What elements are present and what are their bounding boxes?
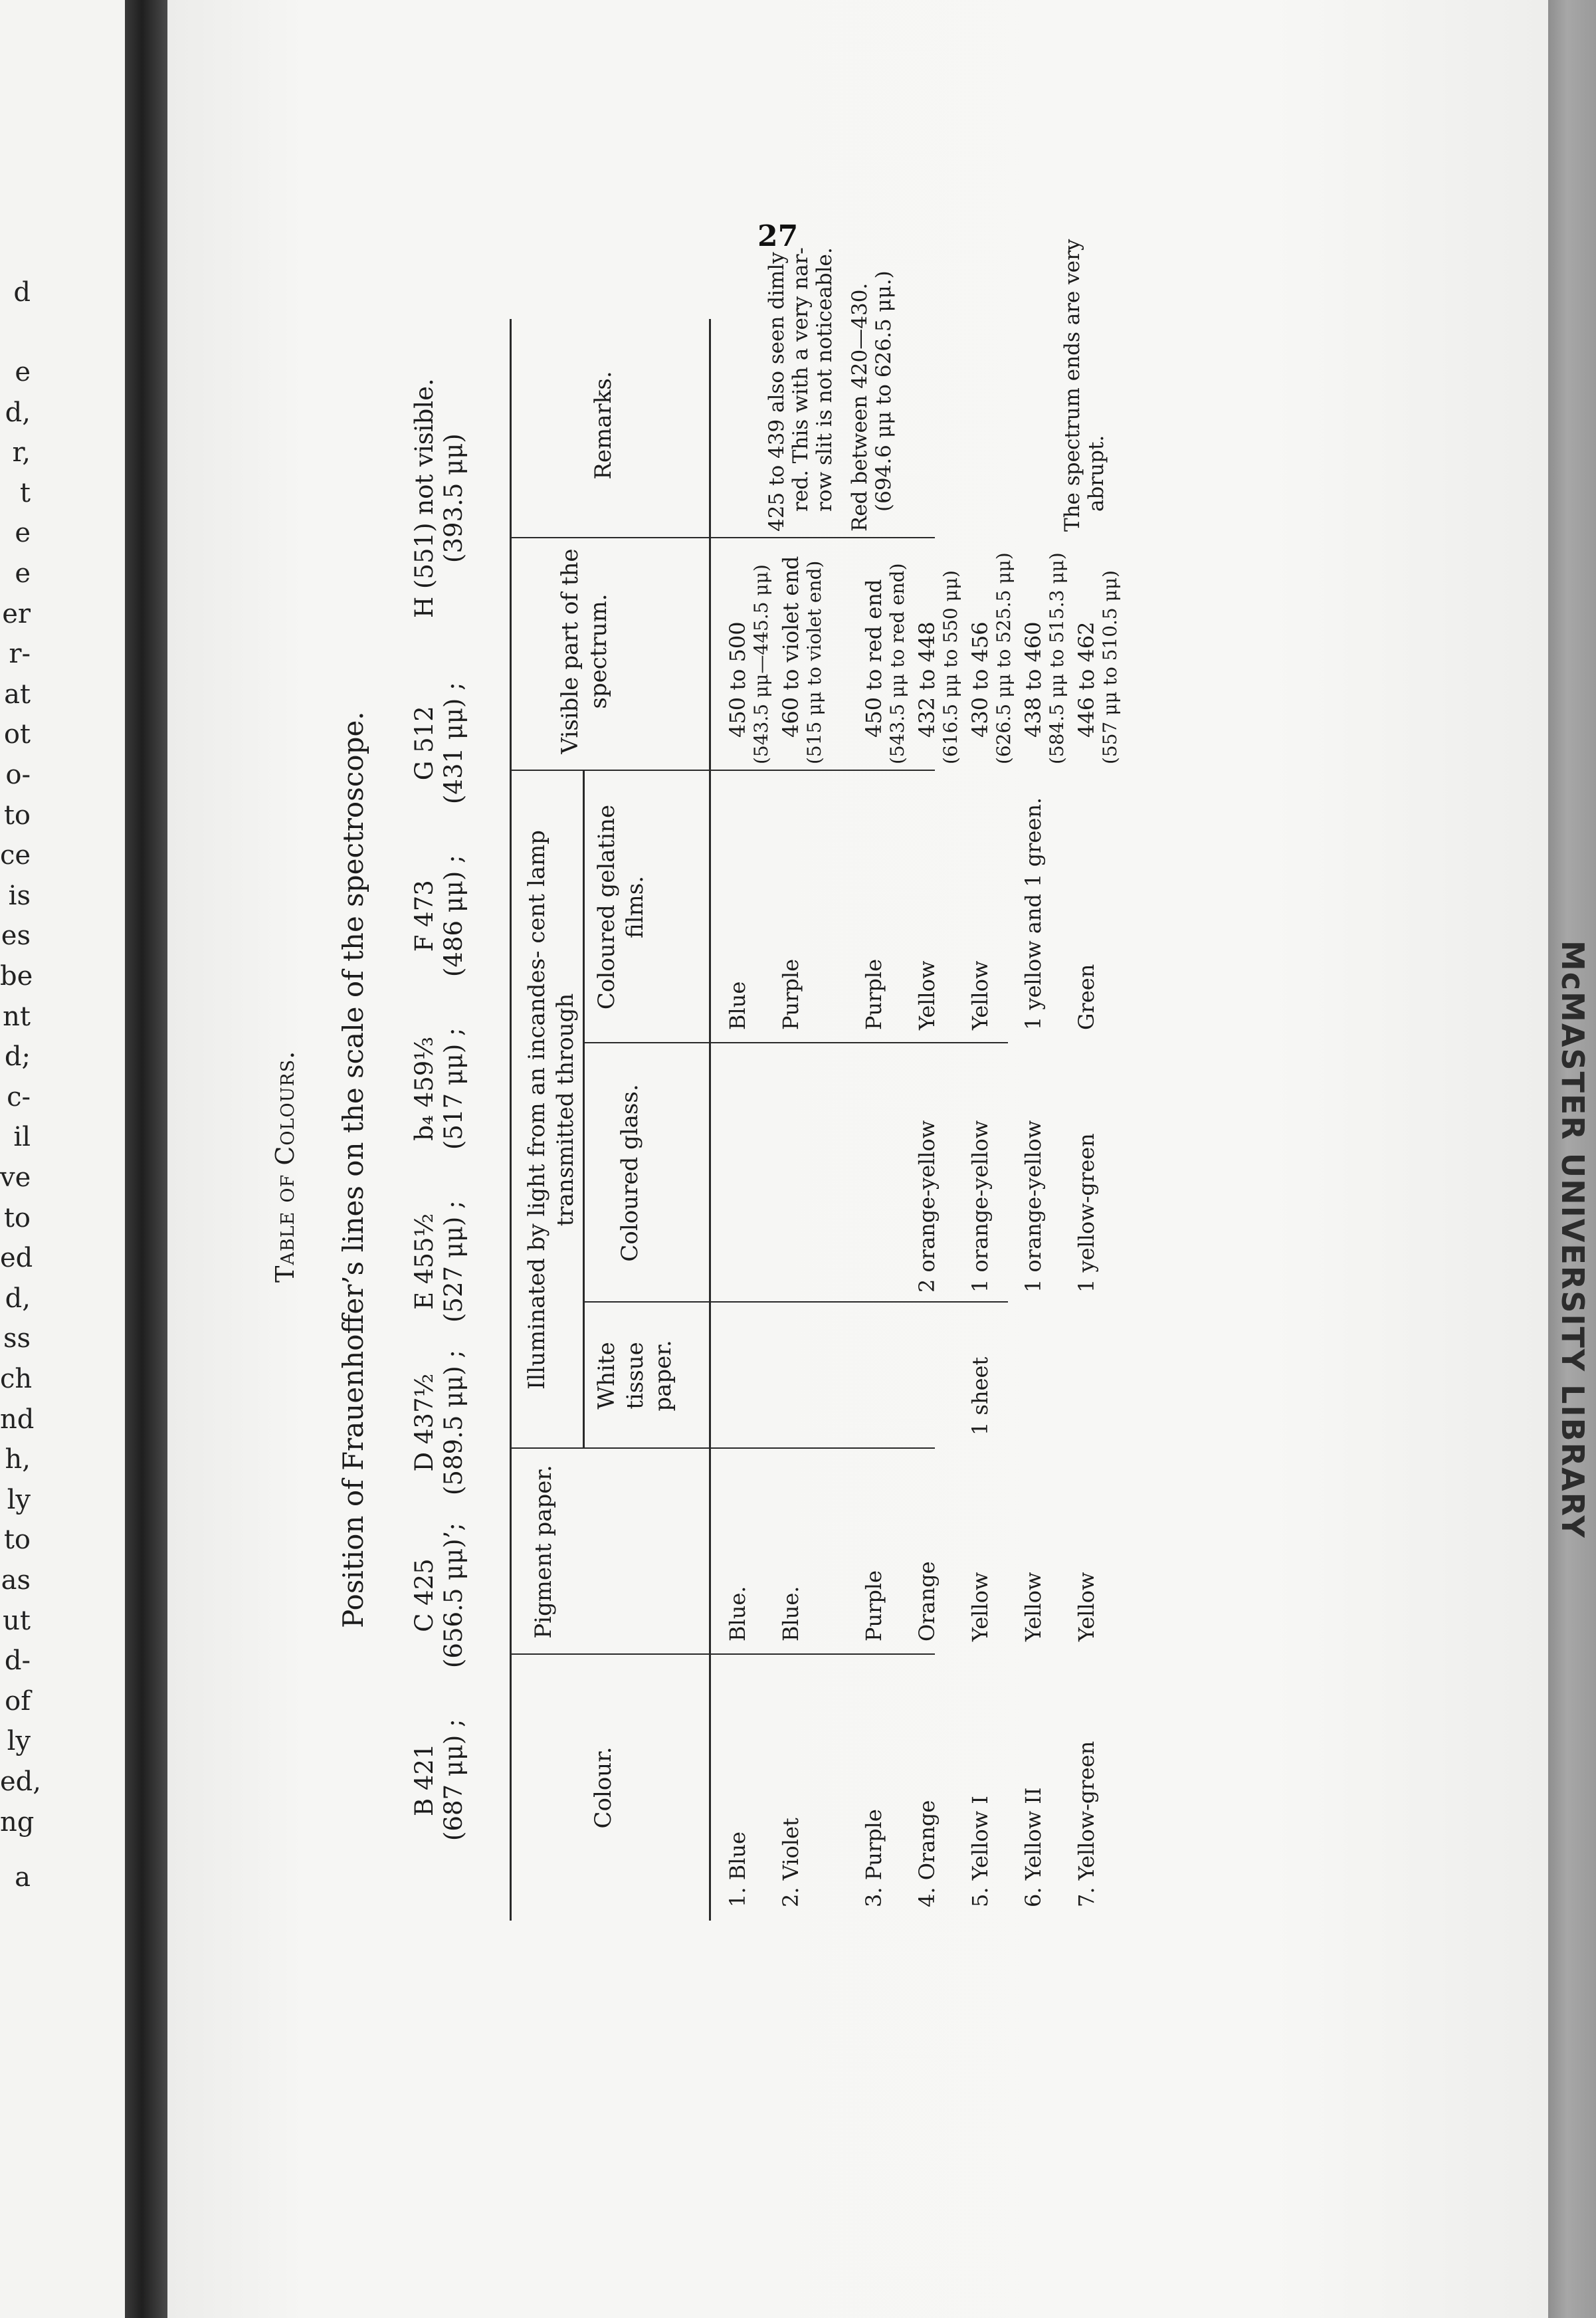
left-fragment: ly <box>7 1726 31 1757</box>
left-fragment: ot <box>3 719 31 750</box>
cell-gelatine: Purple <box>861 958 886 1030</box>
left-fragment: il <box>13 1122 31 1153</box>
fraunhofer-line <box>410 682 469 804</box>
left-fragment: ss <box>3 1323 31 1354</box>
fraunhofer-line <box>410 1350 469 1495</box>
cell-pigment: Yellow <box>1074 1572 1099 1641</box>
fraunhofer-line-wavelength: (687 μμ) ; <box>439 1719 468 1841</box>
cell-visible: (626.5 μμ to 525.5 μμ) <box>993 552 1015 764</box>
left-fragment: d <box>13 277 31 308</box>
left-fragment: c- <box>7 1081 31 1112</box>
cell-gelatine: Green <box>1074 964 1099 1030</box>
left-fragment: d, <box>5 1283 31 1314</box>
left-fragment: nt <box>3 1001 31 1032</box>
cell-glass: 1 yellow-green <box>1074 1133 1099 1293</box>
cell-glass: 1 orange-yellow <box>967 1120 993 1293</box>
cell-colour: 3. Purple <box>861 1809 886 1907</box>
fraunhofer-line-name: B 421 <box>410 1743 439 1816</box>
table-top-rule <box>510 319 512 1921</box>
cell-colour: 6. Yellow II <box>1021 1787 1046 1907</box>
col-rule-2 <box>510 1447 935 1449</box>
rotated-table-block <box>244 239 1307 2000</box>
cell-colour: 1. Blue <box>725 1832 750 1907</box>
col-rule-5 <box>510 770 935 771</box>
cell-remarks: red. This with a very nar- <box>789 247 813 512</box>
cell-remarks: Red between 420—430. <box>848 282 872 532</box>
fraunhofer-line <box>410 378 469 618</box>
left-fragment: es <box>1 920 31 952</box>
cell-remarks: 425 to 439 also seen dimly <box>765 252 789 532</box>
cell-visible: 450 to 500 <box>725 621 750 738</box>
fraunhofer-line <box>410 1027 469 1150</box>
left-fragment: ch <box>0 1364 33 1394</box>
fraunhofer-line-name: F 473 <box>410 880 439 952</box>
left-fragment: e <box>15 558 31 589</box>
header-visible: Visible part of the spectrum. <box>557 548 612 754</box>
cell-pigment: Blue. <box>725 1586 750 1641</box>
cell-remarks: (694.6 μμ to 626.5 μμ.) <box>872 270 896 512</box>
left-fragment: r- <box>9 639 31 670</box>
left-fragment: as <box>1 1565 31 1596</box>
fraunhofer-line <box>410 1523 469 1668</box>
cell-colour: 4. Orange <box>914 1800 940 1907</box>
fraunhofer-line-wavelength: (486 μμ) ; <box>439 855 468 977</box>
cell-visible: 446 to 462 <box>1074 621 1099 738</box>
header-remarks: Remarks. <box>590 371 617 480</box>
cell-visible: 438 to 460 <box>1021 621 1046 738</box>
left-fragment: e <box>15 357 31 387</box>
table-title: Table of Colours. <box>270 1050 300 1283</box>
fraunhofer-line-name: b₄ 459⅓ <box>410 1036 439 1141</box>
left-fragment: ng <box>0 1806 35 1838</box>
cell-visible: 460 to violet end <box>778 556 803 738</box>
cell-remarks: row slit is not noticeable. <box>813 247 837 512</box>
left-fragment: to <box>3 799 31 831</box>
header-pigment: Pigment paper. <box>530 1465 557 1639</box>
left-fragment: be <box>0 961 33 992</box>
fraunhofer-line-wavelength: (517 μμ) ; <box>439 1027 468 1150</box>
cell-colour: 5. Yellow I <box>967 1796 993 1907</box>
cell-colour: 7. Yellow-green <box>1074 1740 1099 1907</box>
fraunhofer-line <box>410 1719 469 1841</box>
cell-pigment: Blue. <box>778 1586 803 1641</box>
fraunhofer-lines <box>410 326 510 1921</box>
cell-remarks: abrupt. <box>1084 435 1108 512</box>
col-rule-4 <box>583 1042 1008 1043</box>
cell-pigment: Yellow <box>967 1572 993 1641</box>
left-fragment: o- <box>5 760 31 790</box>
fraunhofer-line-wavelength: (393.5 μμ) <box>439 433 468 563</box>
fraunhofer-line-name: E 455½ <box>410 1213 439 1310</box>
table-header-rule <box>709 319 711 1921</box>
cell-gelatine: Blue <box>725 981 750 1030</box>
library-stamp: McMASTER UNIVERSITY LIBRARY <box>1555 940 1591 1539</box>
col-rule-6 <box>510 537 935 538</box>
header-illuminated: Illuminated by light from an incandes- cent lamp transmitted through <box>524 830 579 1390</box>
fraunhofer-line <box>410 1200 469 1322</box>
left-fragment: a <box>15 1862 31 1893</box>
left-fragment: to <box>3 1525 31 1556</box>
left-fragment: h, <box>5 1444 31 1475</box>
header-gelatine: Coloured gelatine films. <box>593 804 648 1010</box>
left-fragment: ed, <box>0 1766 41 1797</box>
left-fragment: of <box>5 1685 31 1717</box>
cell-gelatine: Yellow <box>967 960 993 1030</box>
cell-gelatine: Purple <box>778 958 803 1030</box>
cell-remarks: The spectrum ends are very <box>1060 239 1084 532</box>
left-fragment: t <box>19 477 31 508</box>
cell-visible: (543.5 μμ to red end) <box>886 563 908 764</box>
left-fragment: er <box>2 598 31 629</box>
cell-visible: (616.5 μμ to 550 μμ) <box>940 570 961 764</box>
left-fragment: ce <box>0 840 31 871</box>
fraunhofer-line-name: C 425 <box>410 1558 439 1632</box>
fraunhofer-line-wavelength: (527 μμ) ; <box>439 1200 468 1322</box>
header-colour: Colour. <box>590 1746 617 1829</box>
left-fragment: e <box>15 518 31 549</box>
left-fragment: ut <box>3 1605 31 1636</box>
left-fragment: ve <box>0 1162 31 1193</box>
fraunhofer-line-wavelength: (656.5 μμ)’; <box>439 1523 468 1668</box>
header-glass: Coloured glass. <box>617 1084 643 1262</box>
left-fragment: d; <box>4 1041 31 1073</box>
left-fragment: to <box>3 1202 31 1233</box>
left-fragment: ed <box>0 1243 33 1274</box>
left-fragment: at <box>4 679 31 710</box>
cell-glass: 2 orange-yellow <box>914 1120 940 1293</box>
page-number: 27 <box>757 219 799 253</box>
cell-visible: 430 to 456 <box>967 621 993 738</box>
book-binding <box>125 0 167 2318</box>
left-fragment: nd <box>0 1404 35 1435</box>
left-fragment: is <box>8 880 31 911</box>
fraunhofer-line-name: G 512 <box>410 706 439 781</box>
cell-gelatine: 1 yellow and 1 green. <box>1021 797 1046 1030</box>
fraunhofer-line <box>410 855 469 977</box>
fraunhofer-line-wavelength: (589.5 μμ) ; <box>439 1350 468 1495</box>
fraunhofer-line-name: D 437½ <box>410 1373 439 1472</box>
cell-visible: 432 to 448 <box>914 621 940 738</box>
cell-visible: 450 to red end <box>861 579 886 738</box>
left-fragment: d- <box>4 1645 31 1677</box>
col-rule-3 <box>583 1301 1008 1303</box>
cell-gelatine: Yellow <box>914 960 940 1030</box>
fraunhofer-line-name: H (551) not visible. <box>410 378 439 618</box>
left-fragment: r, <box>12 437 31 469</box>
left-fragment: ly <box>7 1484 31 1515</box>
cell-visible: (515 μμ to violet end) <box>803 560 825 764</box>
header-tissue: White tissue paper. <box>593 1340 676 1412</box>
cell-colour: 2. Violet <box>778 1818 803 1907</box>
cell-pigment: Yellow <box>1021 1572 1046 1641</box>
cell-visible: (557 μμ to 510.5 μμ) <box>1099 570 1121 764</box>
left-fragment: d, <box>5 397 31 428</box>
fraunhofer-line-wavelength: (431 μμ) ; <box>439 682 468 804</box>
cell-tissue: 1 sheet <box>967 1356 993 1435</box>
previous-page-sliver <box>0 0 125 2318</box>
cell-glass: 1 orange-yellow <box>1021 1120 1046 1293</box>
cell-visible: (543.5 μμ—445.5 μμ) <box>750 564 772 764</box>
cell-pigment: Orange <box>914 1561 940 1641</box>
cell-pigment: Purple <box>861 1570 886 1641</box>
col-rule-1 <box>510 1653 935 1655</box>
illuminated-sub-rule <box>583 771 585 1449</box>
cell-visible: (584.5 μμ to 515.3 μμ) <box>1046 552 1068 764</box>
table-subtitle: Position of Frauenhoffer’s lines on the scale of the spectroscope. <box>337 711 369 1628</box>
